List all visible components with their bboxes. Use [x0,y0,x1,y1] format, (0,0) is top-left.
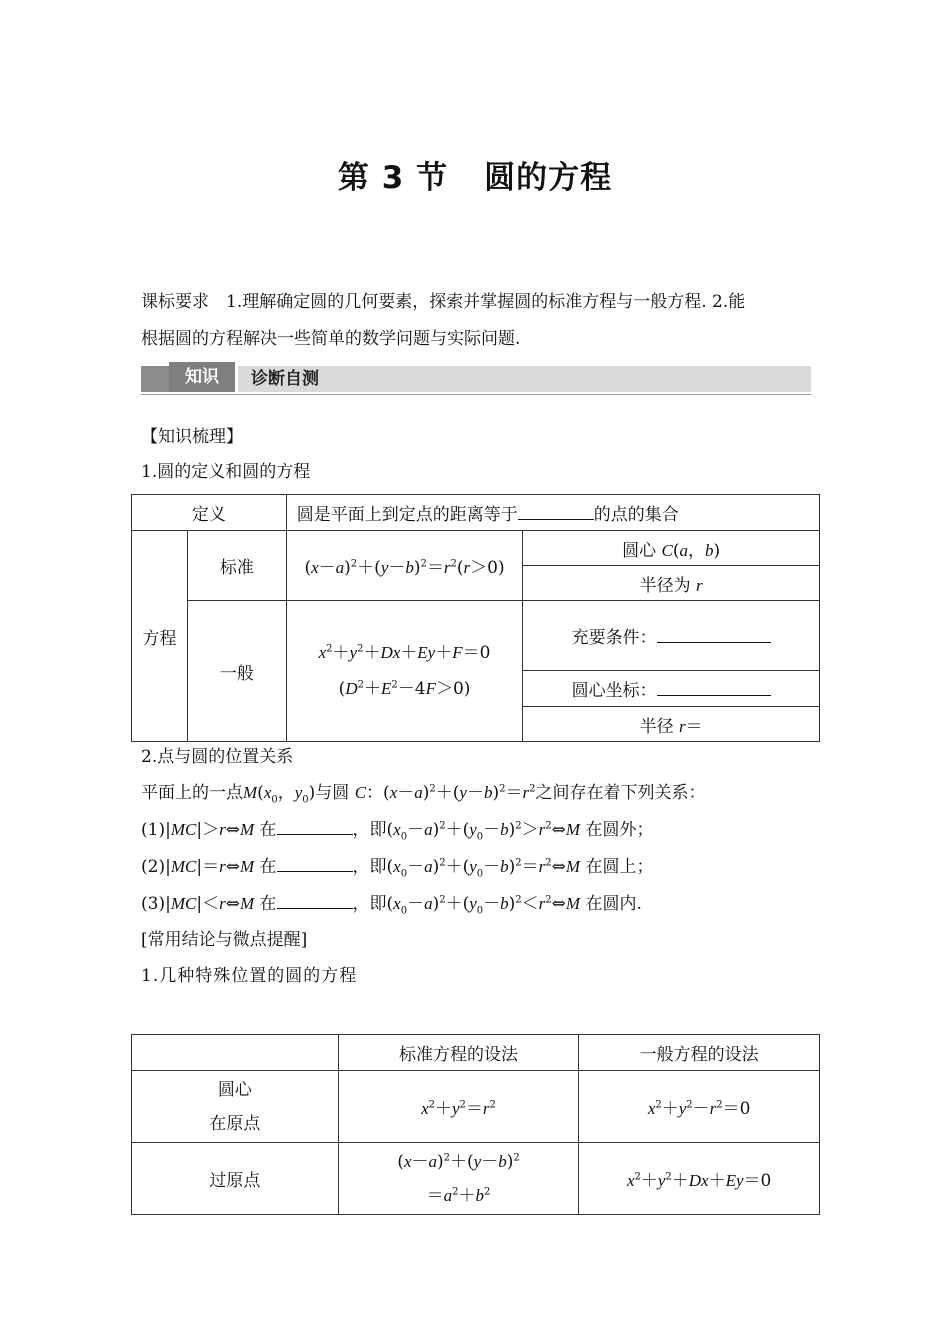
gen-equation: $x^2+y^2+Dx+Ey+F=0$ $(D^2+E^2-4F>0)$ [286,601,523,742]
section2-intro: 平面上的一点$M(x_0$，$y_0$)与圆 C：$(x-a)^2+(y-b)^2=r^2$之间存在着下列关系： [141,783,706,806]
special-circle-table [131,1034,820,1215]
cond-blank [657,626,771,643]
relation-outside: (1)|MC|＞r⇔M 在 ，即$(x_0-a)^2+(y_0-b)^2>r^2\Leftrightarrow M$ 在圆外； [141,820,654,843]
gen-radius: 半径 r＝ [523,707,820,742]
gen-center: 圆心坐标： [523,671,820,707]
relation-on: (2)|MC|＝r⇔M 在 ，即$(x_0-a)^2+(y_0-b)^2=r^2\Leftrightarrow M$ 在圆上； [141,857,654,880]
gen-condition: 充要条件： [523,601,820,671]
t2-row-through-origin-label: 过原点 [132,1143,339,1215]
banner-label: 诊断自测 [251,369,319,389]
center-blank [657,679,771,696]
relation-blank-2 [277,855,353,872]
relation-inside: (3)|MC|＜r⇔M 在 ，即$(x_0-a)^2+(y_0-b)^2<r^2\Leftrightarrow M$ 在圆内. [141,894,642,917]
std-center: 圆心 C(a，b) [523,531,820,566]
t2-origin-standard: $x^2+y^2=r^2$ [338,1071,579,1143]
def-text: 圆是平面上到定点的距离等于 的点的集合 [286,495,819,531]
section-title: 圆的方程 [484,160,613,196]
t2-header-empty [132,1035,339,1071]
def-blank [518,503,594,520]
t2-through-origin-general: $x^2+y^2+Dx+Ey=0$ [579,1143,820,1215]
std-radius: 半径为 r [523,566,820,601]
t2-row-origin-label: 圆心 在原点 [132,1071,339,1143]
knowledge-heading: 【知识梳理】 [141,427,243,447]
circle-definition-table [131,494,820,742]
t2-header-standard: 标准方程的设法 [338,1035,579,1071]
common-item-1: 1.几种特殊位置的圆的方程 [141,966,358,986]
def-label: 定义 [132,495,287,531]
requirement-line-2: 根据圆的方程解决一些简单的数学问题与实际问题. [141,329,521,349]
section2-title: 2.点与圆的位置关系 [141,747,294,767]
banner-tag: 知识 [169,362,238,392]
relation-blank-3 [277,892,353,909]
t2-header-general: 一般方程的设法 [579,1035,820,1071]
gen-label: 一般 [187,601,286,742]
section-number: 第 3 节 [337,160,449,196]
section-banner [141,362,811,396]
eq-label: 方程 [132,531,188,742]
t2-origin-general: $x^2+y^2-r^2=0$ [579,1071,820,1143]
relation-blank-1 [277,818,353,835]
section1-title: 1.圆的定义和圆的方程 [141,462,311,482]
requirement-line-1: 课标要求 1.理解确定圆的几何要素，探索并掌握圆的标准方程与一般方程. 2.能 [141,292,746,312]
page-title [0,152,950,197]
t2-through-origin-standard: $(x-a)^2+(y-b)^2$ $=a^2+b^2$ [338,1143,579,1215]
common-heading: [常用结论与微点提醒] [141,930,308,950]
std-equation: $(x-a)^2+(y-b)^2=r^2(r>0)$ [286,531,523,601]
std-label: 标准 [187,531,286,601]
